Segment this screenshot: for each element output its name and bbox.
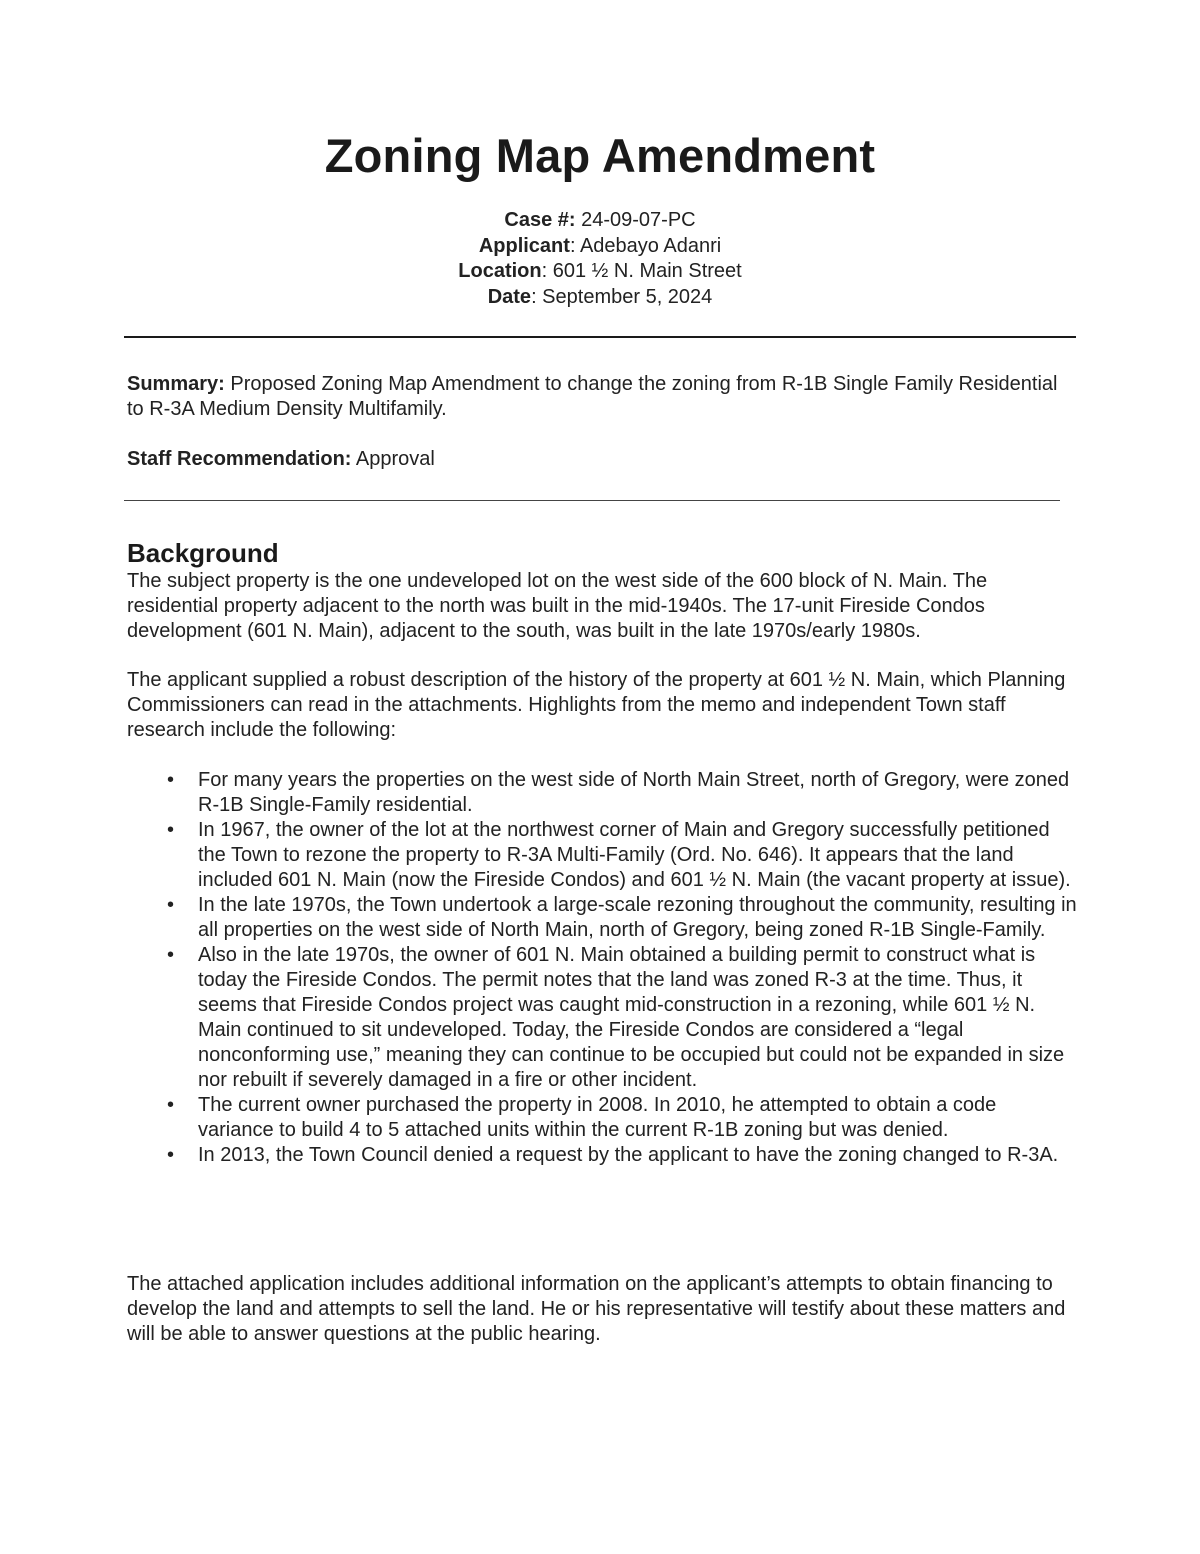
case-number-row [0,208,1200,234]
staff-recommendation-value: Approval [351,448,435,470]
bullet-icon: • [167,1144,175,1166]
staff-recommendation-label: Staff Recommendation: [127,448,352,470]
case-number-label: Case #: [504,209,576,231]
document-title: Zoning Map Amendment [324,129,876,182]
list-item [127,1093,1077,1143]
location-value: : 601 ½ N. Main Street [541,260,742,282]
list-item [127,818,1077,893]
summary [127,372,1067,422]
background-paragraph-3: The attached application includes additional information on the applicant’s attempts to obtain financing to develop the land and attempts to sell the land. He or his representative will testify about these matters and will be able to answer questions at the public hearing. [127,1273,1066,1345]
case-details [0,208,1200,310]
header-divider [124,336,1076,338]
date-label: Date [487,285,532,308]
list-item [127,768,1077,818]
history-bullet-list [127,768,1077,1168]
background-heading: Background [127,538,279,568]
background-paragraph-2: The applicant supplied a robust description of the history of the property at 601 ½ N. Main, which Planning Commissioners can read in the attachments. Highlights from the memo and independent Town staff research include the following: [127,669,1066,741]
bullet-icon: • [167,1094,175,1116]
list-item [127,893,1077,943]
list-item-text: In 2013, the Town Council denied a request by the applicant to have the zoning changed to R-3A. [198,1144,1059,1166]
summary-label: Summary: [127,373,225,395]
list-item-text: In 1967, the owner of the lot at the northwest corner of Main and Gregory successfully petitioned the Town to rezone the property to R-3A Multi-Family (Ord. No. 646). It appears that the land included 601 N. Main (now the Fireside Condos) and 601 ½ N. Main (the vacant property at issue). [198,819,1071,891]
case-number-value: 24-09-07-PC [575,209,696,231]
bullet-icon: • [167,769,175,791]
applicant-value: : Adebayo Adanri [569,234,722,257]
applicant-label: Applicant [478,234,570,257]
list-item-text: For many years the properties on the west side of North Main Street, north of Gregory, were zoned R-1B Single-Family residential. [198,769,1070,816]
bullet-icon: • [167,819,175,841]
location-row [0,259,1200,285]
bullet-icon: • [167,944,175,966]
background-paragraph-1: The subject property is the one undeveloped lot on the west side of the 600 block of N. Main. The residential property adjacent to the north was built in the mid-1940s. The 17-unit Fireside Condos development (601 N. Main), adjacent to the south, was built in the late 1970s/early 1980s. [127,570,988,642]
bullet-icon: • [167,894,175,916]
date-row [0,285,1200,311]
list-item [127,1143,1077,1168]
list-item-text: The current owner purchased the property in 2008. In 2010, he attempted to obtain a code variance to build 4 to 5 attached units within the current R-1B zoning but was denied. [198,1094,997,1141]
list-item [127,943,1077,1093]
location-label: Location [458,260,542,282]
date-value: : September 5, 2024 [531,285,713,308]
staff-recommendation [127,447,435,472]
list-item-text: In the late 1970s, the Town undertook a large-scale rezoning throughout the community, resulting in all properties on the west side of North Main, north of Gregory, being zoned R-1B Single-Family. [198,894,1077,941]
list-item-text: Also in the late 1970s, the owner of 601 N. Main obtained a building permit to construct what is today the Fireside Condos. The permit notes that the land was zoned R-3 at the time. Thus, it seems that Fireside Condos project was caught mid-construction in a rezoning, while 601 ½ N. Main continued to sit undeveloped. Today, the Fireside Condos are considered a “legal nonconforming use,” meaning they can continue to be occupied but could not be expanded in size nor rebuilt if severely damaged in a fire or other incident. [198,944,1065,1091]
section-divider [124,500,1060,501]
summary-text: Proposed Zoning Map Amendment to change the zoning from R-1B Single Family Residential to R-3A Medium Density Multifamily. [127,373,1058,420]
applicant-row [0,234,1200,260]
